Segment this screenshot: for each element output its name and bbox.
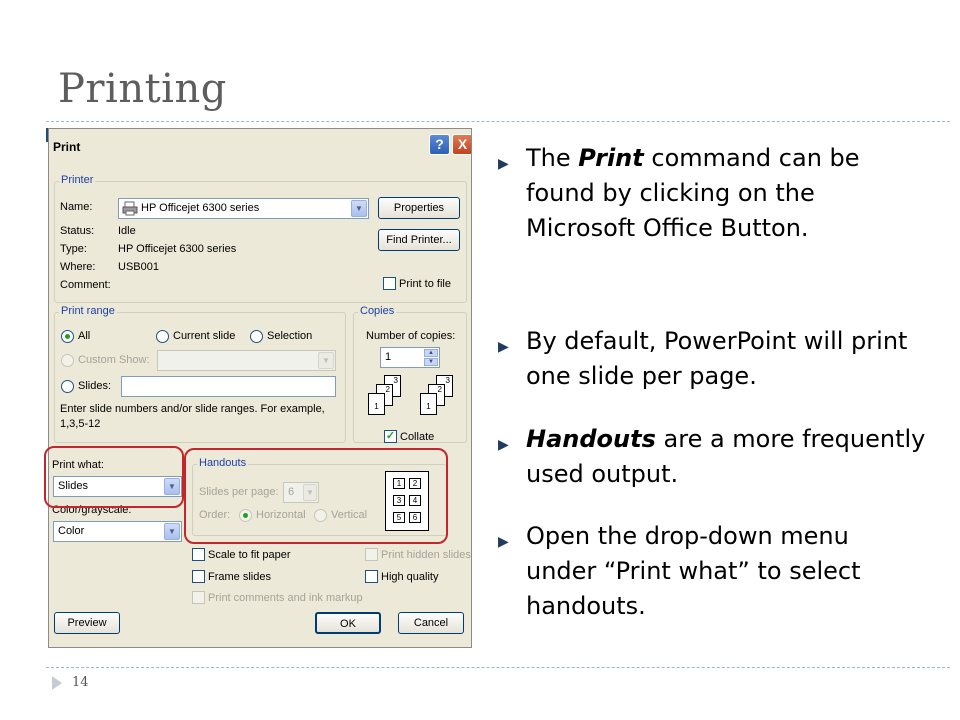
all-radio[interactable] — [61, 330, 74, 343]
high-quality-label: High quality — [381, 571, 439, 583]
print-what-label: Print what: — [52, 459, 104, 471]
current-slide-label: Current slide — [173, 330, 236, 342]
preview-button[interactable]: Preview — [54, 612, 120, 634]
high-quality-checkbox[interactable] — [365, 570, 378, 583]
print-comments-checkbox[interactable] — [192, 591, 205, 604]
chevron-down-icon[interactable]: ▼ — [318, 352, 334, 369]
print-to-file-checkbox[interactable] — [383, 277, 396, 290]
selection-label: Selection — [267, 330, 313, 342]
handout-cell-3: 3 — [393, 495, 405, 506]
status-value: Idle — [118, 225, 136, 237]
collate-checkbox[interactable]: ✓ — [385, 430, 396, 442]
frame-slides-label: Frame slides — [208, 571, 271, 583]
bullet-1 — [498, 141, 918, 281]
bullet-4 — [498, 519, 918, 629]
print-what-value: Slides — [58, 480, 88, 492]
bullet-1-emphasis: Print — [578, 144, 644, 172]
handouts-group-label: Handouts — [199, 457, 247, 469]
bullet-1-pre: The — [526, 144, 579, 172]
custom-show-radio[interactable] — [61, 354, 74, 367]
bullet-1-text — [526, 141, 926, 246]
scale-to-fit-checkbox[interactable] — [192, 548, 205, 561]
comment-label: Comment: — [60, 279, 111, 291]
bullet-3-text — [526, 422, 926, 492]
handout-cell-1: 1 — [393, 478, 405, 489]
selection-radio[interactable] — [250, 330, 263, 343]
ok-button[interactable]: OK — [315, 612, 381, 634]
printer-group-label: Printer — [61, 174, 94, 186]
frame-slides-checkbox[interactable] — [192, 570, 205, 583]
custom-show-label: Custom Show: — [78, 354, 150, 366]
print-to-file-label: Print to file — [399, 278, 451, 290]
bullet-2 — [498, 324, 918, 394]
number-of-copies-label: Number of copies: — [366, 330, 456, 342]
bullet-4-text: Open the drop-down menu under “Print what” to select handouts. — [526, 522, 861, 620]
printer-icon — [122, 201, 138, 216]
chevron-down-icon[interactable]: ▼ — [351, 200, 367, 217]
handouts-highlight — [184, 448, 448, 544]
range-hint-line2: 1,3,5-12 — [60, 418, 101, 430]
slides-radio[interactable] — [61, 380, 74, 393]
stack-page-1: 1 — [368, 393, 385, 415]
current-slide-radio[interactable] — [156, 330, 169, 343]
copies-value: 1 — [385, 351, 392, 363]
spin-down-icon[interactable]: ▼ — [424, 358, 438, 366]
color-grayscale-label: Color/grayscale: — [52, 504, 132, 516]
type-label: Type: — [60, 243, 87, 255]
find-printer-button[interactable]: Find Printer... — [378, 229, 460, 251]
stack-page-3: 3 — [384, 375, 401, 397]
status-label: Status: — [60, 225, 95, 237]
order-label: Order: — [199, 509, 231, 521]
bullet-marker-icon: ▶ — [498, 437, 509, 453]
horizontal-label: Horizontal — [256, 509, 306, 521]
bullet-3-emphasis: Handouts — [526, 425, 656, 453]
dialog-title: Print — [53, 140, 81, 154]
scale-to-fit-label: Scale to fit paper — [208, 549, 291, 561]
chevron-down-icon[interactable]: ▼ — [164, 523, 180, 540]
uncollated-stack-icon — [367, 375, 411, 421]
print-hidden-label: Print hidden slides — [381, 549, 471, 561]
custom-show-select[interactable] — [157, 350, 336, 371]
slide-title: Printing — [58, 66, 227, 112]
handout-cell-5: 5 — [393, 512, 405, 523]
slides-per-page-label: Slides per page: — [199, 486, 279, 498]
color-grayscale-select[interactable] — [53, 521, 182, 542]
slides-per-page-value: 6 — [288, 486, 295, 498]
print-range-label: Print range — [61, 305, 115, 317]
where-value: USB001 — [118, 261, 159, 273]
handout-cell-6: 6 — [409, 512, 421, 523]
stack-page-2: 2 — [376, 384, 393, 406]
properties-button[interactable]: Properties — [378, 197, 460, 219]
bullet-marker-icon: ▶ — [498, 339, 509, 355]
bullet-marker-icon: ▶ — [498, 534, 509, 550]
bullet-2-text: By default, PowerPoint will print one slide per page. — [526, 327, 908, 390]
where-label: Where: — [60, 261, 96, 273]
title-divider — [46, 121, 950, 122]
color-grayscale-value: Color — [58, 525, 85, 537]
print-what-highlight — [44, 446, 184, 508]
handout-cell-2: 2 — [409, 478, 421, 489]
close-icon[interactable]: X — [452, 134, 472, 155]
print-dialog — [48, 128, 472, 648]
printer-name-label: Name: — [60, 201, 93, 213]
copies-label: Copies — [360, 305, 395, 317]
bullet-3-post: are a more frequently used output. — [526, 425, 926, 488]
help-icon[interactable]: ? — [429, 134, 450, 155]
range-hint-line1: Enter slide numbers and/or slide ranges. For example, — [60, 403, 325, 415]
slides-label: Slides: — [78, 380, 112, 392]
chevron-down-icon[interactable]: ▼ — [164, 478, 180, 495]
handout-cell-4: 4 — [409, 495, 421, 506]
bullet-1-post: command can be found by clicking on the Microsoft Office Button. — [526, 144, 860, 242]
stack-page-3: 3 — [436, 375, 453, 397]
footer-divider — [46, 667, 950, 668]
printer-name-value: HP Officejet 6300 series — [141, 202, 260, 214]
vertical-label: Vertical — [331, 509, 368, 521]
stack-page-2: 2 — [428, 384, 445, 406]
slides-input[interactable] — [121, 376, 336, 397]
copies-spinner[interactable] — [380, 347, 440, 368]
bullet-3 — [498, 422, 926, 492]
printer-name-select[interactable] — [118, 198, 369, 219]
collated-stack-icon — [419, 375, 463, 421]
footer-arrow-icon — [52, 676, 62, 690]
bullet-marker-icon: ▶ — [498, 156, 509, 172]
all-label: All — [78, 330, 91, 342]
print-comments-label: Print comments and ink markup — [208, 592, 363, 604]
chevron-down-icon[interactable]: ▼ — [303, 484, 317, 501]
spin-up-icon[interactable]: ▲ — [424, 349, 438, 357]
collate-label: Collate — [400, 431, 435, 443]
print-hidden-checkbox[interactable] — [365, 548, 378, 561]
page-number: 14 — [72, 675, 89, 690]
type-value: HP Officejet 6300 series — [118, 243, 237, 255]
cancel-button[interactable]: Cancel — [398, 612, 464, 634]
stack-page-1: 1 — [420, 393, 437, 415]
